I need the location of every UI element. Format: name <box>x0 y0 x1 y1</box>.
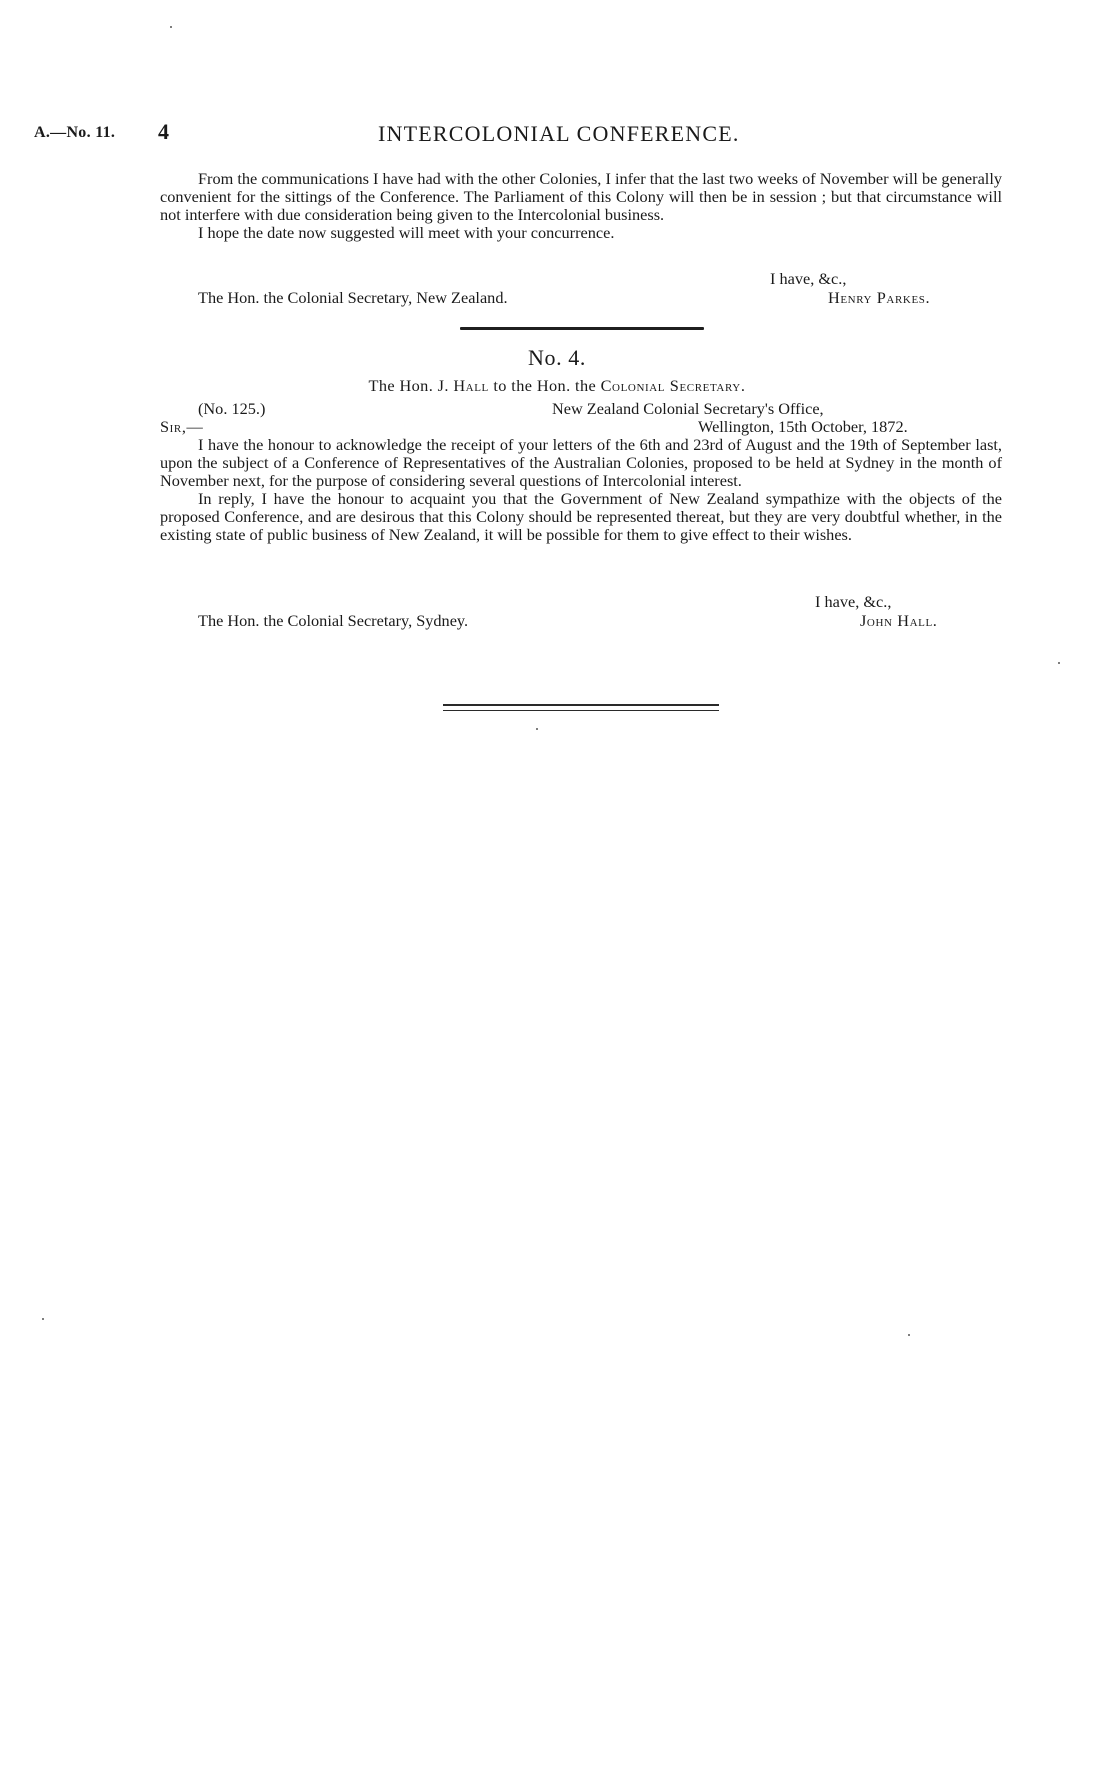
letter2-body <box>160 436 1002 544</box>
letter1-closing: I have, &c., <box>770 269 847 288</box>
letter2-addressee: The Hon. the Colonial Secretary, Sydney. <box>198 611 469 630</box>
letter2-subheading <box>0 376 1114 396</box>
scan-speck <box>42 1318 44 1320</box>
letter2-signature: John Hall. <box>860 611 938 630</box>
page-number: 4 <box>158 119 169 144</box>
page-title: INTERCOLONIAL CONFERENCE. <box>378 121 740 146</box>
section-divider <box>460 327 704 330</box>
subheading-office: Colonial Secretary. <box>600 376 746 395</box>
end-rule-top <box>443 704 719 706</box>
letter2-paragraph: In reply, I have the honour to acquaint you that the Government of New Zealand sympathize with the objects of the proposed Conference, and are desirous that this Colony should be represented thereat, but they are very doubtful whether, in the existing state of public business of New Zealand, it will be possible for them to give effect to their wishes. <box>160 489 1002 544</box>
letter1-body <box>160 170 1002 242</box>
end-rule-bottom <box>443 710 719 711</box>
letter1-paragraph: I hope the date now suggested will meet with your concurrence. <box>198 223 615 242</box>
scan-speck <box>908 1334 910 1336</box>
letter2-office: New Zealand Colonial Secretary's Office, <box>552 399 824 418</box>
letter2-salutation: Sir,— <box>160 417 204 436</box>
header-reference: A.—No. 11. <box>34 124 116 141</box>
scan-speck <box>536 728 538 730</box>
letter1-addressee: The Hon. the Colonial Secretary, New Zealand. <box>198 288 508 307</box>
letter2-place-date: Wellington, 15th October, 1872. <box>698 417 908 436</box>
subheading-part2: to the Hon. the <box>488 376 601 395</box>
document-number-heading: No. 4. <box>528 345 586 370</box>
letter2-paragraph: I have the honour to acknowledge the receipt of your letters of the 6th and 23rd of August and the 19th of September last, upon the subject of a Conference of Representatives of the Australian Colonies, proposed to be held at Sydney in the month of November next, for the purpose of considering several questions of Intercolonial interest. <box>160 435 1002 490</box>
subheading-name: Hall <box>453 376 489 395</box>
letter1-signature: Henry Parkes. <box>828 288 931 307</box>
subheading-part1: The Hon. J. <box>368 376 454 395</box>
scan-speck <box>1058 662 1060 664</box>
letter2-number: (No. 125.) <box>198 399 266 418</box>
scan-speck <box>170 26 172 28</box>
letter2-closing: I have, &c., <box>815 592 892 611</box>
letter1-paragraph: From the communications I have had with the other Colonies, I infer that the last two weeks of November will be generally convenient for the sittings of the Conference. The Parliament of this Colony will then be in session ; but that circumstance will not interfere with due consideration being given to the Intercolonial business. <box>160 169 1002 224</box>
